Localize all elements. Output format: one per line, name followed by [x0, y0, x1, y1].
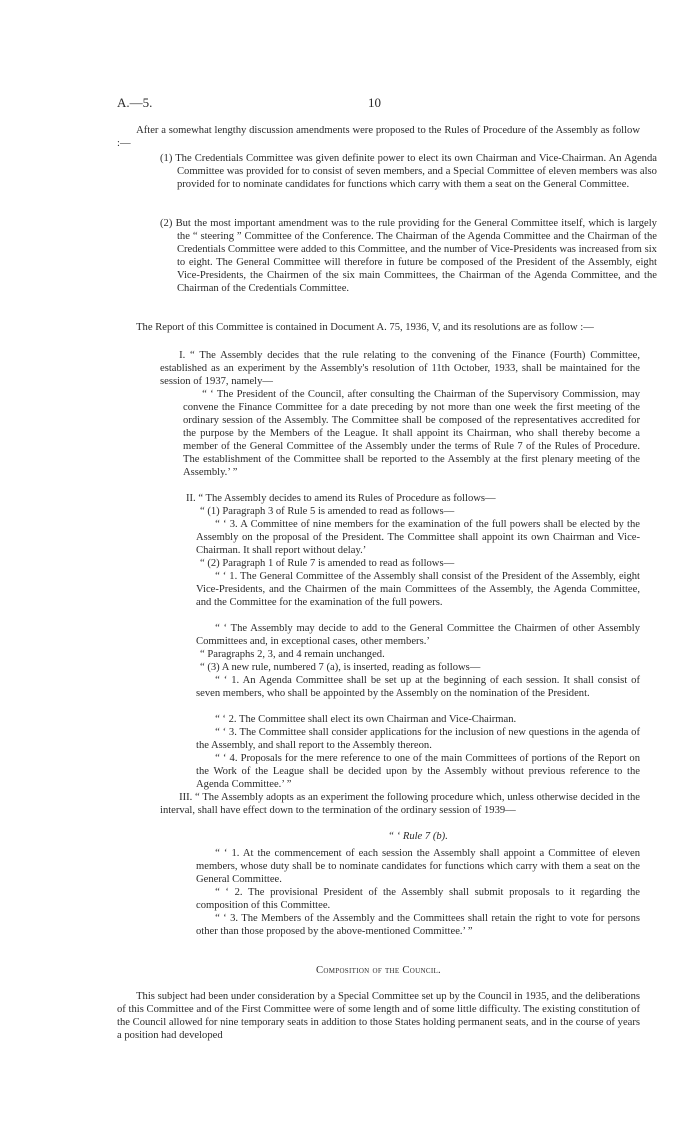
resolution-2-para-2-quote-1: “ ‘ 1. The General Committee of the Assembly shall consist of the President of the Assembly, eight Vice-Presidents, and the Chairmen of the main Committees of the Assembly, the Agenda Committee, and the Committee for the examination of the full powers. [196, 571, 640, 608]
resolution-2-para-1: “ (1) Paragraph 3 of Rule 5 is amended to read as follows— [200, 506, 455, 517]
rule-7b-clause-1: “ ‘ 1. At the commencement of each session the Assembly shall appoint a Committee of eleven members, whose duty shall be to nominate candidates for functions which carry with them a seat on the General Committee. [196, 848, 640, 885]
document-reference: A.—5. [117, 95, 153, 110]
page-number: 10 [368, 95, 381, 110]
amendment-item-2: (2) But the most important amendment was to the rule providing for the General Committee itself, which is largely the “ steering ” Committee of the Conference. The Chairman of the Agenda Committee and the Chairman of the Credentials Committee were added to this Committee, and the number of Vice-Presidents was increased from six to eight. The General Committee will therefore in future be composed of the President of the Assembly, eight Vice-Presidents, the Chairmen of the six main Committees, the Chairman of the Agenda Committee, and the Chairman of the Credentials Committee. [160, 218, 657, 294]
rule-7b-clause-3: “ ‘ 3. The Members of the Assembly and the Committees shall retain the right to vote for persons other than those proposed by the above-mentioned Committee.’ ” [196, 913, 640, 937]
amendment-item-1: (1) The Credentials Committee was given definite power to elect its own Chairman and Vice-Chairman. An Agenda Committee was provided for to consist of seven members, and a Special Committee of eleven members was also provided for to nominate candidates for functions which carry with them a seat on the General Committee. [160, 153, 657, 190]
resolution-1-quote: “ ‘ The President of the Council, after consulting the Chairman of the Supervisory Commission, may convene the Finance Committee for a date preceding by not more than one week the first meeting of the ordinary session of the Assembly. The Committee shall be composed of the representatives accredited for the purpose by the Members of the League. It shall appoint its Chairman, who shall thereby become a member of the General Committee of the Assembly under the terms of Rule 7 of the Rules of Procedure. The establishment of the Committee shall be reported to the Assembly at the first plenary meeting of the Assembly.’ ” [183, 389, 640, 478]
rule-7b-title: “ ‘ Rule 7 (b). [388, 831, 448, 842]
resolution-2-para-2-note: “ Paragraphs 2, 3, and 4 remain unchanged. [200, 649, 385, 660]
resolution-2-para-1-quote: “ ‘ 3. A Committee of nine members for the examination of the full powers shall be elected by the Assembly on the proposal of the President. The Committee shall appoint its own Chairman and Vice-Chairman. It shall report without delay.’ [196, 519, 640, 556]
resolution-3: III. “ The Assembly adopts as an experiment the following procedure which, unless otherwise decided in the interval, shall have effect down to the termination of the ordinary session of 1939— [160, 792, 640, 816]
resolution-2: II. “ The Assembly decides to amend its Rules of Procedure as follows— [186, 493, 496, 504]
section-heading: Composition of the Council. [316, 965, 441, 976]
resolution-2-para-3-quote-2: “ ‘ 2. The Committee shall elect its own Chairman and Vice-Chairman. [215, 714, 517, 725]
council-paragraph: This subject had been under consideration by a Special Committee set up by the Council in 1935, and the deliberations of this Committee and of the First Committee were of some length and of some little difficulty. The existing constitution of the Council allowed for nine temporary seats in addition to those States holding permanent seats, and in the course of years a position had developed [117, 991, 640, 1041]
report-paragraph: The Report of this Committee is contained in Document A. 75, 1936, V, and its resolutions are as follow :— [136, 322, 594, 333]
rule-7b-clause-2: “ ‘ 2. The provisional President of the Assembly shall submit proposals to it regarding the composition of this Committee. [196, 887, 640, 911]
resolution-2-para-2: “ (2) Paragraph 1 of Rule 7 is amended to read as follows— [200, 558, 455, 569]
resolution-2-para-3-quote-1: “ ‘ 1. An Agenda Committee shall be set up at the beginning of each session. It shall consist of seven members, who shall be appointed by the Assembly on the nomination of the President. [196, 675, 640, 699]
resolution-1: I. “ The Assembly decides that the rule relating to the convening of the Finance (Fourth) Committee, established as an experiment by the Assembly's resolution of 11th October, 1933, shall be maintained for the session of 1937, namely— [160, 350, 640, 387]
resolution-2-para-3-quote-4: “ ‘ 4. Proposals for the mere reference to one of the main Committees of portions of the Report on the Work of the League shall be decided upon by the Assembly without previous reference to the Agenda Committee.’ ” [196, 753, 640, 790]
resolution-2-para-3: “ (3) A new rule, numbered 7 (a), is inserted, reading as follows— [200, 662, 481, 673]
resolution-2-para-3-quote-3: “ ‘ 3. The Committee shall consider applications for the inclusion of new questions in the agenda of the Assembly, and shall report to the Assembly thereon. [196, 727, 640, 751]
intro-paragraph: After a somewhat lengthy discussion amendments were proposed to the Rules of Procedure of the Assembly as follow :— [117, 125, 640, 149]
resolution-2-para-2-quote-2: “ ‘ The Assembly may decide to add to the General Committee the Chairmen of other Assembly Committees and, in exceptional cases, other members.’ [196, 623, 640, 647]
